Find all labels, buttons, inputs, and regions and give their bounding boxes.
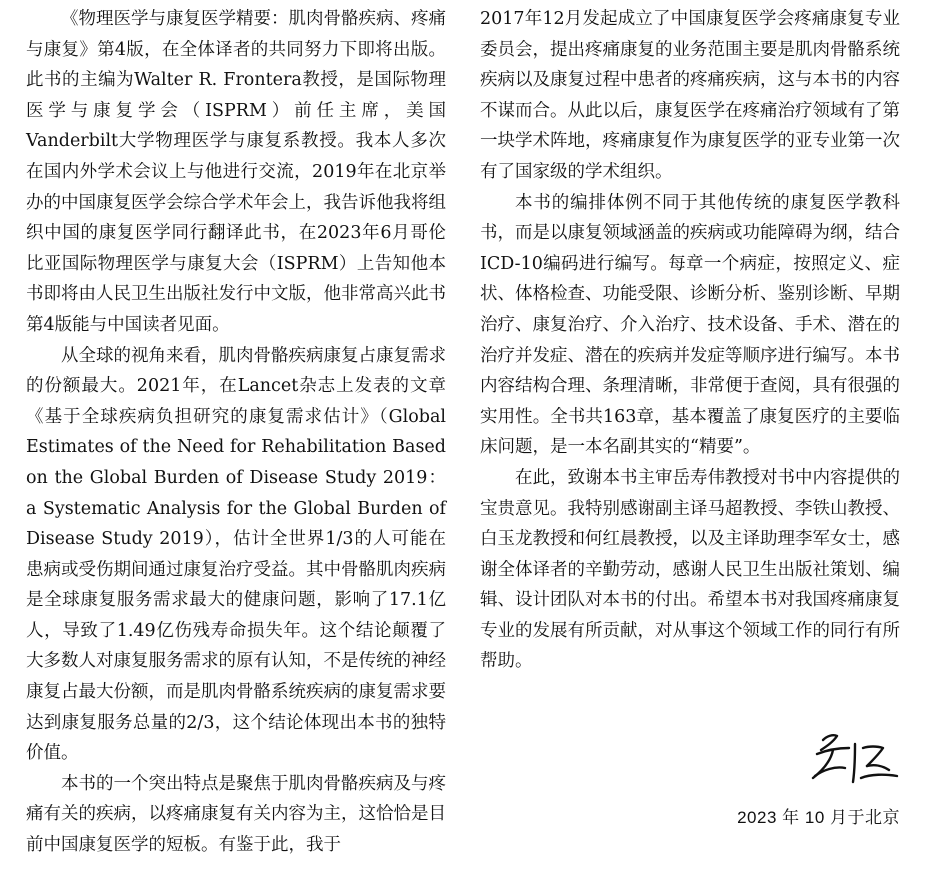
paragraph-feature: 本书的一个突出特点是聚焦于肌肉骨骼疾病及与疼痛有关的疾病，以疼痛康复有关内容为主，这恰恰是目前中国康复医学的短板。有鉴于此，我于 xyxy=(26,773,446,856)
paragraph-structure: 本书的编排体例不同于其他传统的康复医学教科书，而是以康复领域涵盖的疾病或功能障碍为纲，结合ICD-10编码进行编写。每章一个病症，按照定义、症状、体格检查、功能受限、诊断分析、鉴别诊断、早期治疗、康复治疗、介入治疗、技术设备、手术、潜在的治疗并发症、潜在的疾病并发症等顺序进行编写。本书内容结构合理、条理清晰，非常便于查阅，具有很强的实用性。全书共163章，基本覆盖了康复医疗的主要临床问题，是一本名副其实的“精要”。 xyxy=(480,192,900,458)
left-column xyxy=(26,4,446,861)
paragraph-continuation: 2017年12月发起成立了中国康复医学会疼痛康复专业委员会，提出疼痛康复的业务范围主要是肌肉骨骼系统疾病以及康复过程中患者的疼痛疾病，这与本书的内容不谋而合。从此以后，康复医学在疼痛治疗领域有了第一块学术阵地，疼痛康复作为康复医学的亚专业第一次有了国家级的学术组织。 xyxy=(480,9,900,182)
paragraph-intro: 《物理医学与康复医学精要：肌肉骨骼疾病、疼痛与康复》第4版，在全体译者的共同努力下即将出版。此书的主编为Walter R. Frontera教授，是国际物理医学与康复学会（ISPRM）前任主席，美国Vanderbilt大学物理医学与康复系教授。我本人多次在国内外学术会议上与他进行交流，2019年在北京举办的中国康复医学会综合学术年会上，我告诉他我将组织中国的康复医学同行翻译此书，在2023年6月哥伦比亚国际物理医学与康复大会（ISPRM）上告知他本书即将由人民卫生出版社发行中文版，他非常高兴此书第4版能与中国读者见面。 xyxy=(26,9,446,335)
right-column xyxy=(480,4,900,677)
paragraph-global-view: 从全球的视角来看，肌肉骨骼疾病康复占康复需求的份额最大。2021年，在Lancet杂志上发表的文章《基于全球疾病负担研究的康复需求估计》（Global Estimates of the Need for Rehabilitation Based on the Global Burden of Disease Study 2019：a Systematic Analysis for the Global Burden of Disease Study 2019），估计全世界1/3的人可能在患病或受伤期间通过康复治疗受益。其中骨骼肌肉疾病是全球康复服务需求最大的健康问题，影响了17.1亿人，导致了1.49亿伤残寿命损失年。这个结论颠覆了大多数人对康复服务需求的原有认知，不是传统的神经康复占最大份额，而是肌肉骨骼系统疾病的康复需求要达到康复服务总量的2/3，这个结论体现出本书的独特价值。 xyxy=(26,345,446,764)
handwritten-signature xyxy=(793,730,903,790)
date-place: 2023 年 10 月于北京 xyxy=(737,808,900,827)
paragraph-thanks: 在此，致谢本书主审岳寿伟教授对书中内容提供的宝贵意见。我特别感谢副主译马超教授、李铁山教授、白玉龙教授和何红晨教授，以及主译助理李军女士，感谢全体译者的辛勤劳动，感谢人民卫生出版社策划、编辑、设计团队对本书的付出。希望本书对我国疼痛康复专业的发展有所贡献，对从事这个领域工作的同行有所帮助。 xyxy=(480,467,900,672)
